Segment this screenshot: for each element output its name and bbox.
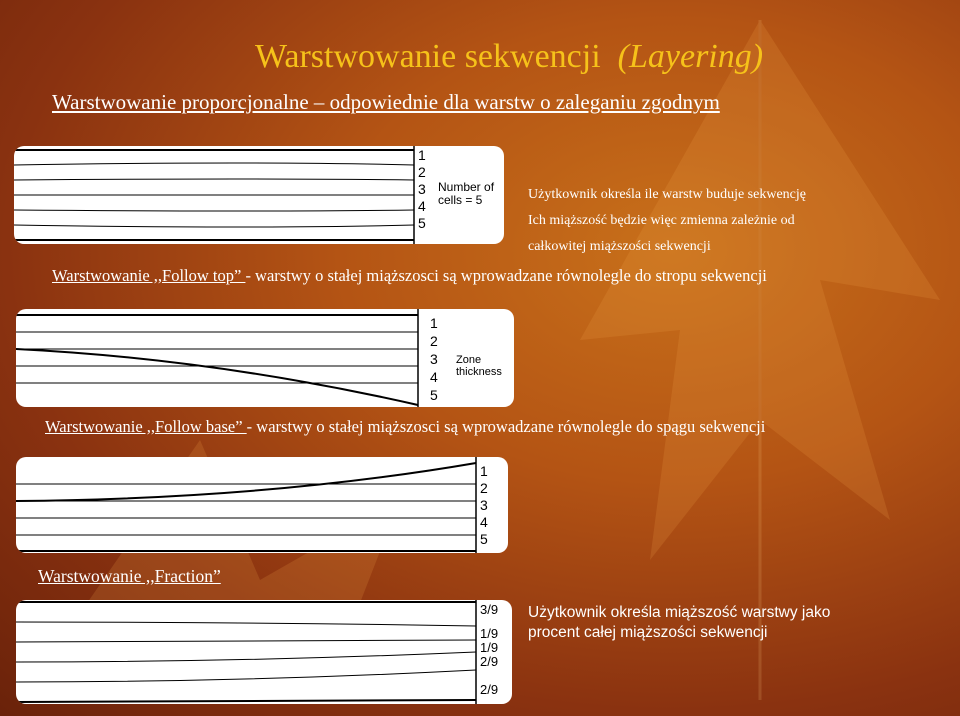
layer-number: 3 [480,497,488,513]
layer-number: 4 [480,514,488,530]
layer-line [16,622,476,626]
figure-follow-top [16,309,514,407]
section-heading-proportional: Warstwowanie proporcjonalne – odpowiednie dla warstw o zaleganiu zgodnym [52,90,720,114]
layer-number: 4 [430,369,438,385]
layer-line [16,670,476,682]
layer-line [16,640,476,642]
figure-label: thickness [456,366,502,378]
layer-number: 5 [480,531,488,547]
layer-line [14,179,414,180]
page-title: Warstwowanie sekwencji (Layering) [255,38,764,75]
layer-number: 3 [430,351,438,367]
layer-line [14,225,414,227]
layer-number: 1 [480,463,488,479]
fraction-label: 2/9 [480,682,499,697]
layer-number: 1 [418,147,426,163]
layer-number: 2 [430,333,438,349]
layer-line [14,210,414,211]
layer-number: 3 [418,181,426,197]
layer-number: 2 [418,164,426,180]
layer-number: 2 [480,480,488,496]
fraction-label: 1/9 [480,640,499,655]
top-line [16,463,476,501]
figure-label: Zone [456,354,482,366]
figure-follow-base [16,457,508,553]
note-proportional: Użytkownik określa ile warstw buduje sekwencję Ich miąższość będzie więc zmienna zależnie od całkowitej miąższości sekwencji [528,187,806,254]
fraction-label: 2/9 [480,654,499,669]
figure-fraction [16,600,512,704]
layer-line [16,652,476,662]
fraction-label: 1/9 [480,626,499,641]
layer-number: 4 [418,198,426,214]
section-heading-follow-top: Warstwowanie ,,Follow top” - warstwy o stałej miąższosci są wprowadzane równolegle do stropu sekwencji [52,266,767,285]
fraction-label: 3/9 [480,602,499,617]
figure-label: cells = 5 [438,193,483,207]
base-line [16,349,418,405]
layer-line [16,700,476,702]
section-heading-follow-base: Warstwowanie ,,Follow base” - warstwy o stałej miąższosci są wprowadzane równolegle do spągu sekwencji [45,417,766,436]
note-fraction: Użytkownik określa miąższość warstwy jako procent całej miąższości sekwencji [528,604,831,641]
layer-number: 1 [430,315,438,331]
section-heading-fraction: Warstwowanie ,,Fraction” [38,566,221,586]
layer-line [14,163,414,165]
figure-label: Number of [438,180,495,194]
layer-number: 5 [418,215,426,231]
layer-number: 5 [430,387,438,403]
figure-proportional [14,146,504,244]
